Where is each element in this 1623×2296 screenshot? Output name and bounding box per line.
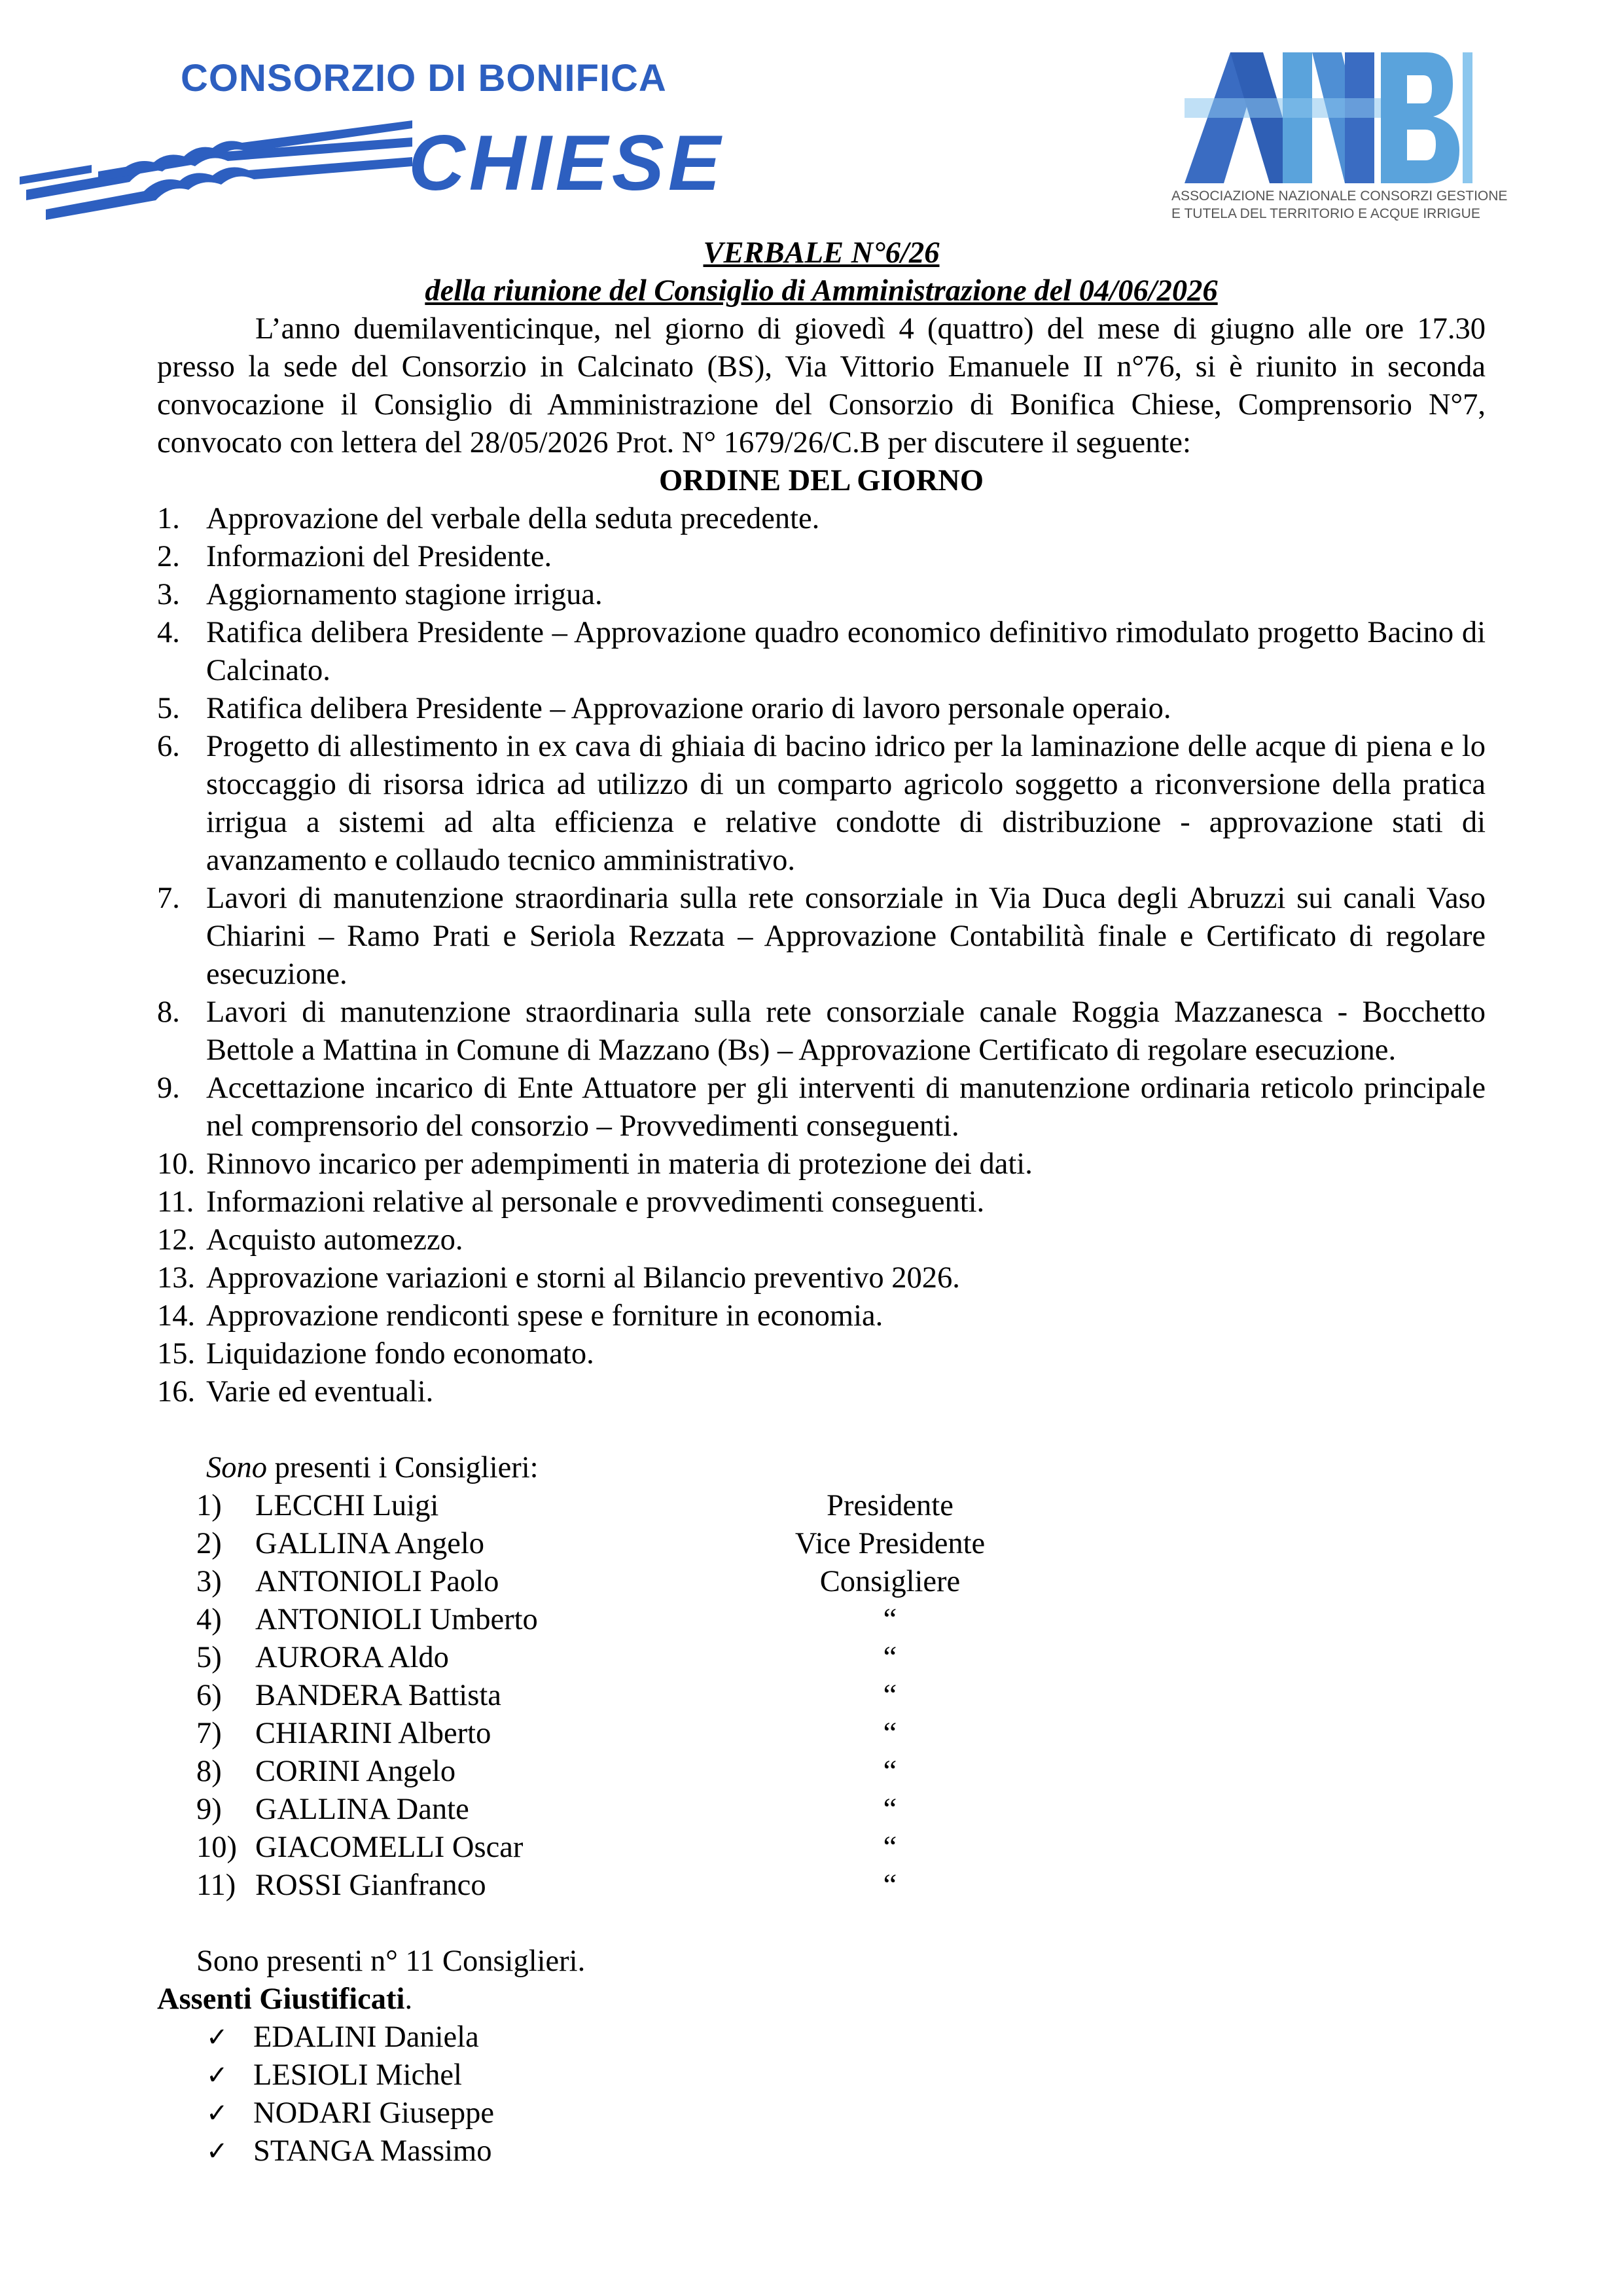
member-name: LECCHI Luigi [255,1489,439,1522]
consorzio-logo [20,52,724,223]
present-count: Sono presenti n° 11 Consiglieri. [196,1945,586,1978]
member-role: “ [883,1641,897,1674]
agenda-item-text: Acquisto automezzo. [206,1223,463,1257]
agenda-item [157,1373,1486,1411]
member-number: 5) [196,1641,222,1674]
logo-line-consorzio: CONSORZIO DI BONIFICA [181,57,667,99]
agenda-item-number: 13. [157,1261,196,1295]
absent-row [206,2094,1486,2132]
present-intro [206,1449,1486,1487]
absent-heading-suffix: . [404,1982,413,2016]
agenda-item-text: Progetto di allestimento in ex cava di ghiaia di bacino idrico per la laminazione delle acque di piena e lo stoccaggio di risorsa idrica ad utilizzo di un comparto agricolo soggetto a riconversione della pratica irrigua a sistemi ad alta efficienza e relative condotte di distribuzione - approvazione stati di avanzamento e collaudo tecnico amministrativo. [206,730,1486,877]
agenda-item-number: 10. [157,1147,196,1181]
document-subtitle: della riunione del Consiglio di Amministrazione del 04/06/2026 [425,274,1218,308]
present-intro-italic: Sono [206,1451,267,1484]
agenda-item [157,994,1486,1069]
member-row [196,1487,1486,1525]
member-role: “ [883,1755,897,1788]
agenda-item-text: Approvazione del verbale della seduta precedente. [206,502,820,535]
absent-row [206,2056,1486,2094]
member-row [196,1715,1486,1753]
member-number: 10) [196,1831,237,1864]
agenda-item-number: 6. [157,730,180,763]
member-row [196,1753,1486,1791]
member-name: BANDERA Battista [255,1679,501,1712]
checkmark-icon: ✓ [206,2136,228,2166]
agenda-item [157,880,1486,994]
member-role: Presidente [827,1489,954,1522]
agenda-item [157,728,1486,880]
member-row [196,1639,1486,1677]
member-role: Vice Presidente [794,1527,986,1560]
member-role: “ [883,1679,897,1712]
absent-row [206,2018,1486,2056]
agenda-item-text: Lavori di manutenzione straordinaria sulla rete consorziale in Via Duca degli Abruzzi sui canali Vaso Chiarini – Ramo Prati e Seriola Rezzata – Approvazione Contabilità finale e Certificato di regolare esecuzione. [206,882,1486,991]
agenda-item-number: 2. [157,540,180,573]
members-list [196,1487,1486,1905]
agenda-item-number: 1. [157,502,180,535]
agenda-item [157,1145,1486,1183]
agenda-item-text: Varie ed eventuali. [206,1375,434,1408]
agenda-item-number: 4. [157,616,180,649]
anbi-caption [1171,187,1508,223]
absent-heading [157,1981,1486,2018]
member-name: GALLINA Dante [255,1793,469,1826]
agenda-item [157,500,1486,538]
agenda-item-number: 11. [157,1185,194,1219]
anbi-logo [1171,52,1508,236]
agenda-item [157,1221,1486,1259]
agenda-item-text: Lavori di manutenzione straordinaria sulla rete consorziale canale Roggia Mazzanesca - Bocchetto Bettole a Mattina in Comune di Mazzano (Bs) – Approvazione Certificato di regolare esecuzione. [206,996,1486,1067]
member-role: “ [883,1717,897,1750]
agenda-list [157,500,1486,1411]
agenda-item [157,1259,1486,1297]
absent-heading-text: Assenti Giustificati [157,1982,405,2016]
agenda-item-number: 15. [157,1337,196,1371]
agenda-item-text: Rinnovo incarico per adempimenti in materia di protezione dei dati. [206,1147,1033,1181]
member-role: “ [883,1603,897,1636]
member-number: 2) [196,1527,222,1560]
agenda-item-text: Informazioni del Presidente. [206,540,552,573]
member-name: CHIARINI Alberto [255,1717,491,1750]
document-body [157,234,1486,2170]
member-name: ROSSI Gianfranco [255,1869,486,1902]
agenda-item-number: 7. [157,882,180,915]
agenda-item-number: 3. [157,578,180,611]
member-role: “ [883,1793,897,1826]
agenda-heading: ORDINE DEL GIORNO [658,464,984,497]
agenda-item-text: Approvazione rendiconti spese e forniture in economia. [206,1299,883,1333]
agenda-item-text: Informazioni relative al personale e provvedimenti conseguenti. [206,1185,985,1219]
anbi-caption-line1: ASSOCIAZIONE NAZIONALE CONSORZI GESTIONE [1171,188,1508,204]
member-number: 11) [196,1869,236,1902]
member-row [196,1677,1486,1715]
anbi-caption-line2: E TUTELA DEL TERRITORIO E ACQUE IRRIGUE [1171,206,1480,222]
member-number: 6) [196,1679,222,1712]
absent-name: LESIOLI Michel [253,2058,462,2092]
document-title: VERBALE N°6/26 [703,236,940,270]
anbi-wordmark-icon [1185,52,1472,183]
member-name: GALLINA Angelo [255,1527,484,1560]
member-role: “ [883,1831,897,1864]
agenda-item-text: Ratifica delibera Presidente – Approvazione quadro economico definitivo rimodulato progetto Bacino di Calcinato. [206,616,1486,687]
member-row [196,1867,1486,1905]
member-number: 7) [196,1717,222,1750]
member-name: AURORA Aldo [255,1641,449,1674]
member-row [196,1563,1486,1601]
agenda-item [157,690,1486,728]
agenda-item [157,614,1486,690]
absent-list [206,2018,1486,2170]
waves-icon [20,111,412,223]
agenda-item-text: Liquidazione fondo economato. [206,1337,594,1371]
absent-name: NODARI Giuseppe [253,2096,495,2130]
member-row [196,1791,1486,1829]
agenda-item-text: Aggiornamento stagione irrigua. [206,578,603,611]
member-name: CORINI Angelo [255,1755,456,1788]
absent-name: STANGA Massimo [253,2134,492,2168]
agenda-item-text: Accettazione incarico di Ente Attuatore per gli interventi di manutenzione ordinaria reticolo principale nel comprensorio del consorzio – Provvedimenti conseguenti. [206,1071,1486,1143]
member-number: 3) [196,1565,222,1598]
intro-paragraph: L’anno duemilaventicinque, nel giorno di giovedì 4 (quattro) del mese di giugno alle ore 17.30 presso la sede del Consorzio in Calcinato (BS), Via Vittorio Emanuele II n°76, si è riunito in seconda convocazione il Consiglio di Amministrazione del Consorzio di Bonifica Chiese, Comprensorio N°7, convocato con lettera del 28/05/2026 Prot. N° 1679/26/C.B per discutere il seguente: [157,312,1486,459]
checkmark-icon: ✓ [206,2098,228,2128]
agenda-item-number: 8. [157,996,180,1029]
member-name: ANTONIOLI Paolo [255,1565,499,1598]
member-role: Consigliere [819,1565,961,1598]
agenda-item-text: Approvazione variazioni e storni al Bilancio preventivo 2026. [206,1261,960,1295]
member-number: 1) [196,1489,222,1522]
member-row [196,1829,1486,1867]
agenda-item-number: 5. [157,692,180,725]
checkmark-icon: ✓ [206,2060,228,2090]
checkmark-icon: ✓ [206,2022,228,2053]
agenda-item [157,1069,1486,1145]
agenda-item-number: 12. [157,1223,196,1257]
agenda-item [157,1183,1486,1221]
member-number: 4) [196,1603,222,1636]
present-intro-rest: presenti i Consiglieri: [267,1451,539,1484]
absent-name: EDALINI Daniela [253,2020,479,2054]
absent-row [206,2132,1486,2170]
member-role: “ [883,1869,897,1902]
agenda-item-number: 14. [157,1299,196,1333]
agenda-item-text: Ratifica delibera Presidente – Approvazione orario di lavoro personale operaio. [206,692,1171,725]
member-number: 8) [196,1755,222,1788]
member-name: ANTONIOLI Umberto [255,1603,538,1636]
member-row [196,1601,1486,1639]
agenda-item [157,1297,1486,1335]
agenda-item [157,1335,1486,1373]
member-number: 9) [196,1793,222,1826]
member-name: GIACOMELLI Oscar [255,1831,524,1864]
logo-line-chiese: CHIESE [408,119,724,207]
agenda-item [157,538,1486,576]
agenda-item-number: 16. [157,1375,196,1408]
agenda-item [157,576,1486,614]
agenda-item-number: 9. [157,1071,180,1105]
member-row [196,1525,1486,1563]
